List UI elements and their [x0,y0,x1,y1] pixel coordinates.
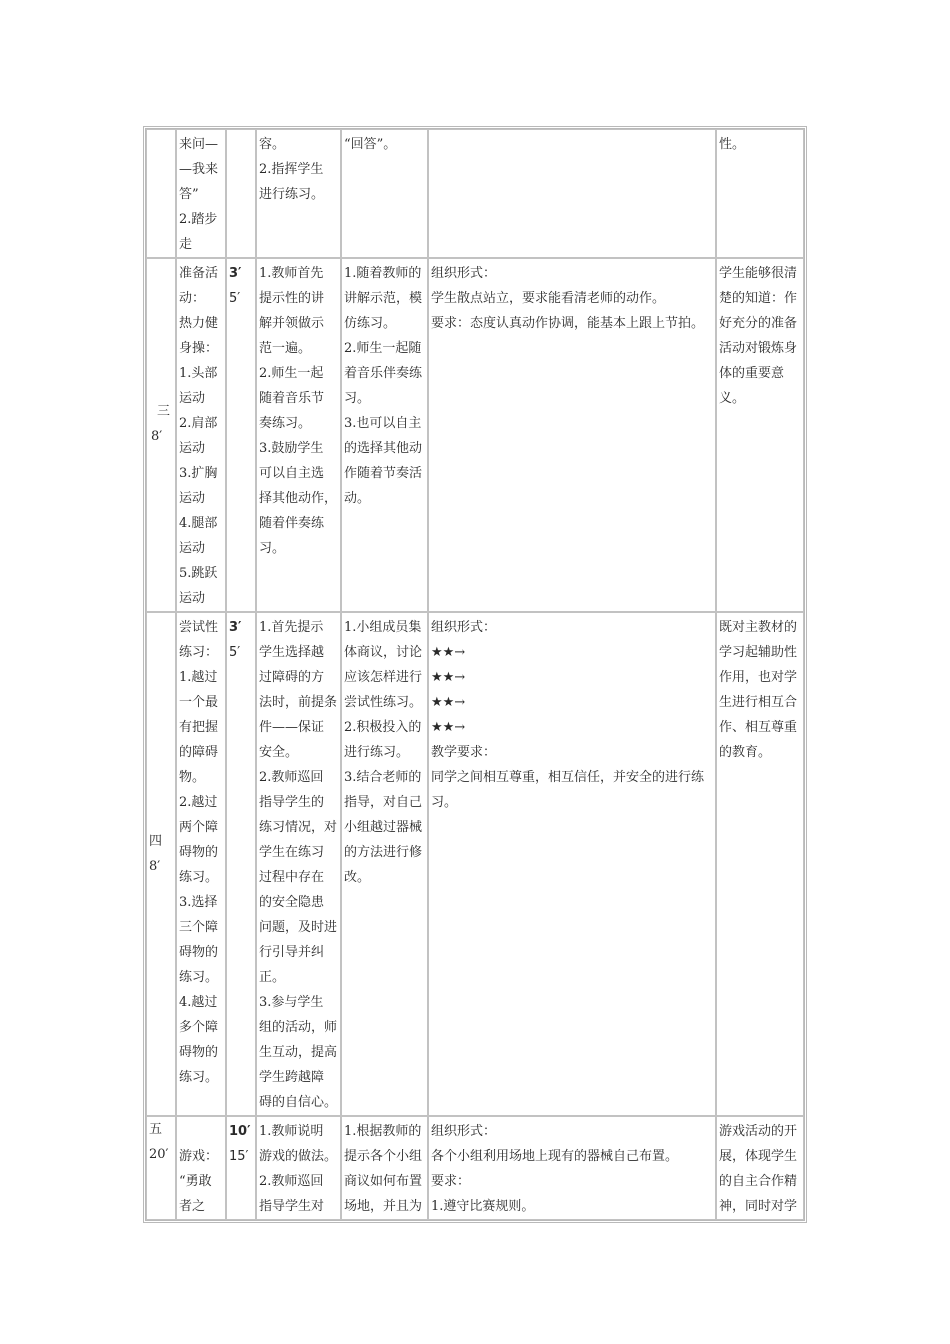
content-line: 准备活 [179,266,219,281]
teacher-line: 正。 [259,970,286,985]
intent-line: 义。 [719,391,746,406]
student-line: 的选择其他动 [344,441,423,456]
segment-cell [146,258,176,612]
student-line: 进行练习。 [344,745,410,760]
intent-cell [716,258,804,612]
time-line [229,157,253,182]
segment-time: 8′ [151,429,163,444]
teacher-line: 提示性的讲 [259,291,325,306]
time-cell [226,1116,256,1220]
content-line: 碍物的 [179,945,219,960]
teacher-line: 可以自主选 [259,466,325,481]
segment-time: 8′ [149,859,161,874]
organization-line: 教学要求： [431,745,497,760]
organization-line: 习。 [431,795,458,810]
organization-cell [428,612,716,1116]
teacher-line: 法时，前提条 [259,695,338,710]
teacher-line: 件——保证 [259,720,325,735]
segment-number: 四 [149,834,163,849]
organization-cell [428,1116,716,1220]
content-line: 运动 [179,391,206,406]
content-line: 练习。 [179,1070,219,1085]
student-line: 商议如何布置 [344,1174,423,1189]
teacher-line: 过程中存在 [259,870,325,885]
student-line: 1.小组成员集 [344,620,422,635]
time-line: 10′ [229,1124,251,1139]
intent-line: 神，同时对学 [719,1199,798,1214]
organization-line: ★★→ [431,695,466,710]
intent-line: 好充分的准备 [719,316,798,331]
teacher-line: 游戏的做法。 [259,1149,338,1164]
student-line: 体商议，讨论 [344,645,423,660]
time-cell [226,129,256,258]
student-line: 3.也可以自主 [344,416,422,431]
student-line: 2.积极投入的 [344,720,422,735]
student-line: 的方法进行修 [344,845,423,860]
lesson-plan-body [146,129,804,1220]
content-line: 3.选择 [179,895,218,910]
segment-time: 20′ [149,1147,169,1162]
time-line: 5′ [229,645,241,660]
content-line: —我来 [179,162,219,177]
intent-line: 学生能够很清 [719,266,798,281]
content-line: 运动 [179,591,206,606]
content-line: 2.越过 [179,795,218,810]
segment-cell [146,1116,176,1220]
content-line: 三个障 [179,920,219,935]
teacher-line: 2.师生一起 [259,366,324,381]
teacher-line: 1.教师首先 [259,266,324,281]
teacher-line: 过障碍的方 [259,670,325,685]
content-line: 热力健 [179,316,219,331]
teacher-line: 1.首先提示 [259,620,324,635]
student-line: 讲解示范，模 [344,291,423,306]
student-line: 仿练习。 [344,316,397,331]
organization-line: ★★→ [431,720,466,735]
intent-line: 生进行相互合 [719,695,798,710]
lesson-row [146,258,804,612]
teacher-line: 择其他动作， [259,491,338,506]
student-line: 改。 [344,870,371,885]
content-line: 4.腿部 [179,516,218,531]
teacher-line: 随着音乐节 [259,391,325,406]
student-line: 1.根据教师的 [344,1124,422,1139]
content-line: 运动 [179,441,206,456]
organization-cell [428,258,716,612]
lesson-row [146,129,804,258]
content-line: 答” [179,187,199,202]
segment-cell [146,129,176,258]
teacher-line: 的安全隐患 [259,895,325,910]
content-line: 一个最 [179,695,219,710]
organization-line: 组织形式： [431,620,497,635]
teacher-line: 生互动，提高 [259,1045,338,1060]
teacher-line: 行引导并纠 [259,945,325,960]
teacher-line: 范一遍。 [259,341,312,356]
content-line: 有把握 [179,720,219,735]
student-line: 3.结合老师的 [344,770,422,785]
student-line: 场地，并且为 [344,1199,423,1214]
student-line: 尝试性练习。 [344,695,423,710]
intent-line: 楚的知道：作 [719,291,798,306]
content-cell [176,612,226,1116]
content-line: 碍物的 [179,845,219,860]
segment-number: 五 [149,1122,163,1137]
time-cell [226,612,256,1116]
student-line: 着音乐伴奏练 [344,366,423,381]
intent-line: 既对主教材的 [719,620,798,635]
time-cell [226,258,256,612]
teacher-line: 指导学生对 [259,1199,325,1214]
intent-cell [716,1116,804,1220]
intent-line: 游戏活动的开 [719,1124,798,1139]
organization-line: ★★→ [431,670,466,685]
intent-line: 展，体现学生 [719,1149,798,1164]
teacher-line: 安全。 [259,745,299,760]
teacher-line: 碍的自信心。 [259,1095,338,1110]
teacher-line: 解并领做示 [259,316,325,331]
content-line: 练习： [179,645,219,660]
content-line: 1.头部 [179,366,218,381]
content-line: 的障碍 [179,745,219,760]
content-line: 游戏： [179,1149,219,1164]
student-line: 小组越过器械 [344,820,423,835]
student-line: 习。 [344,391,371,406]
content-line: 尝试性 [179,620,219,635]
content-line: 3.扩胸 [179,466,218,481]
content-line: 者之 [179,1199,206,1214]
lesson-row [146,612,804,1116]
student-cell [341,1116,428,1220]
organization-line: 各个小组利用场地上现有的器械自己布置。 [431,1149,679,1164]
content-line: 练习。 [179,870,219,885]
time-line: 3′ [229,266,242,281]
intent-line: 的教育。 [719,745,772,760]
content-cell [176,129,226,258]
teacher-line: 指导学生的 [259,795,325,810]
intent-line: 体的重要意 [719,366,785,381]
organization-cell [428,129,716,258]
content-line: 碍物的 [179,1045,219,1060]
teacher-line: 问题，及时进 [259,920,338,935]
organization-line: 要求：态度认真动作协调，能基本上跟上节拍。 [431,316,705,331]
teacher-line: 奏练习。 [259,416,312,431]
content-line: 多个障 [179,1020,219,1035]
content-line: 两个障 [179,820,219,835]
lesson-plan-table [143,126,807,1223]
time-line: 15′ [229,1149,249,1164]
content-cell [176,1116,226,1220]
teacher-line: 组的活动，师 [259,1020,338,1035]
content-line: 2.踏步 [179,212,218,227]
student-line: “回答”。 [344,137,397,152]
teacher-line: 容。 [259,137,286,152]
intent-line: 的自主合作精 [719,1174,798,1189]
content-line: 5.跳跃 [179,566,218,581]
student-line: 动。 [344,491,371,506]
teacher-line: 2.指挥学生 [259,162,324,177]
student-cell [341,129,428,258]
student-line: 提示各个小组 [344,1149,423,1164]
content-line: 物。 [179,770,206,785]
teacher-line: 习。 [259,541,286,556]
intent-line: 作、相互尊重 [719,720,798,735]
lesson-plan-table-wrap [143,126,807,1223]
intent-line: 作用，也对学 [719,670,798,685]
content-line: 运动 [179,541,206,556]
intent-line: 学习起辅助性 [719,645,798,660]
teacher-cell [256,612,341,1116]
teacher-cell [256,129,341,258]
student-line: 应该怎样进行 [344,670,423,685]
time-line [229,132,253,157]
segment-cell [146,612,176,1116]
content-line: 1.越过 [179,670,218,685]
content-cell [176,258,226,612]
intent-cell [716,129,804,258]
organization-line: 要求： [431,1174,471,1189]
content-line [179,1119,223,1144]
content-line: 2.肩部 [179,416,218,431]
student-line: 2.师生一起随 [344,341,422,356]
organization-line: 同学之间相互尊重，相互信任，并安全的进行练 [431,770,705,785]
content-line: 动： [179,291,206,306]
teacher-line: 2.教师巡回 [259,770,324,785]
content-line: “勇敢 [179,1174,212,1189]
teacher-line: 进行练习。 [259,187,325,202]
content-line: 身操： [179,341,219,356]
student-line: 作随着节奏活 [344,466,423,481]
time-line: 5′ [229,291,241,306]
intent-line: 性。 [719,137,746,152]
organization-line: 学生散点站立，要求能看清老师的动作。 [431,291,666,306]
time-line: 3′ [229,620,242,635]
teacher-cell [256,1116,341,1220]
teacher-line: 3.参与学生 [259,995,324,1010]
teacher-line: 3.鼓励学生 [259,441,324,456]
student-line: 1.随着教师的 [344,266,422,281]
organization-line: 组织形式： [431,1124,497,1139]
teacher-line: 2.教师巡回 [259,1174,324,1189]
intent-line: 活动对锻炼身 [719,341,798,356]
content-line: 练习。 [179,970,219,985]
teacher-cell [256,258,341,612]
teacher-line: 学生跨越障 [259,1070,325,1085]
teacher-line: 1.教师说明 [259,1124,324,1139]
intent-cell [716,612,804,1116]
student-line: 指导，对自己 [344,795,423,810]
teacher-line: 练习情况，对 [259,820,338,835]
teacher-line: 学生选择越 [259,645,325,660]
student-cell [341,612,428,1116]
content-line: 来问— [179,137,219,152]
organization-line: 组织形式： [431,266,497,281]
organization-line: ★★→ [431,645,466,660]
content-line: 4.越过 [179,995,218,1010]
student-cell [341,258,428,612]
lesson-row [146,1116,804,1220]
content-line: 走 [179,237,193,252]
content-line: 运动 [179,491,206,506]
teacher-line: 随着伴奏练 [259,516,325,531]
teacher-line: 学生在练习 [259,845,325,860]
segment-number: 三 [157,404,171,419]
organization-line: 1.遵守比赛规则。 [431,1199,535,1214]
